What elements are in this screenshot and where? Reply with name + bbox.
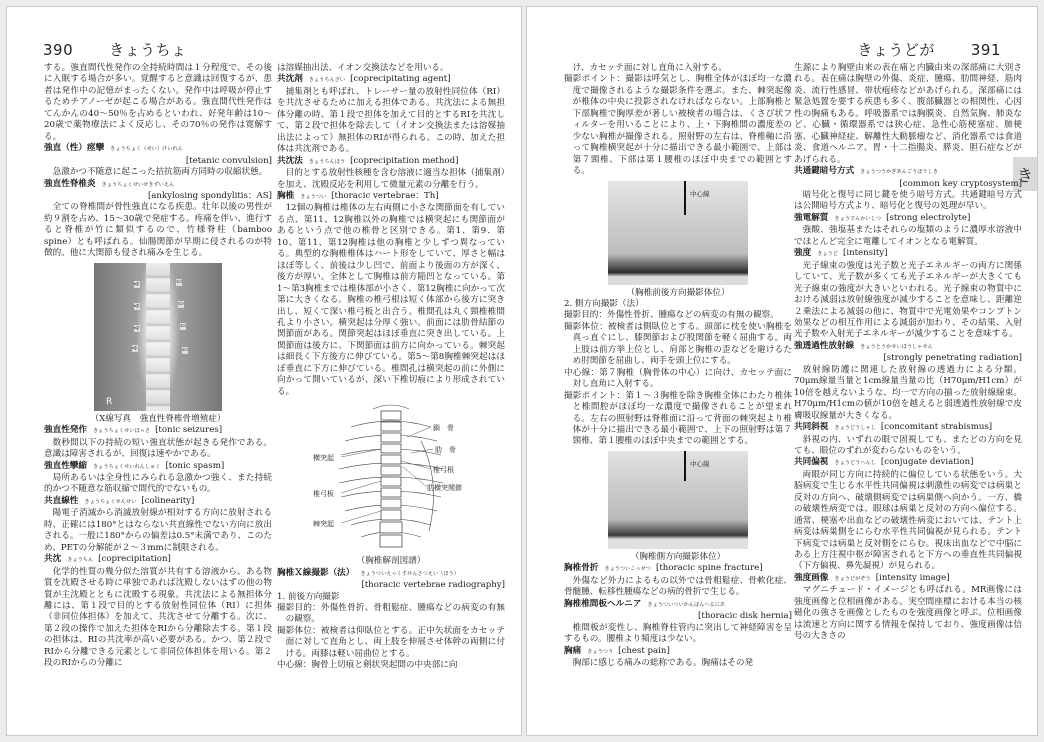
entry-english: [intensity] bbox=[842, 248, 888, 259]
entry-english: [coprecipitation method] bbox=[350, 155, 459, 166]
page-number: 390 bbox=[43, 41, 74, 59]
entry-reading: きょうど bbox=[817, 251, 838, 258]
entry-body: 強酸、強塩基またはそれらの塩類のように濃厚水溶液中でほとんど完全に電離してイオンとなる電解質。 bbox=[794, 225, 1022, 247]
right-column-2 bbox=[794, 63, 1022, 643]
section-heading: 1. 前後方向撮影 bbox=[277, 591, 340, 602]
entry-english: [thoracic vertebrae：Th] bbox=[331, 190, 439, 201]
entry-english: [common key cryptosystem] bbox=[899, 178, 1022, 189]
central-ray-label: 中心線 bbox=[690, 189, 710, 198]
running-head: きょうちょ bbox=[109, 41, 187, 59]
entry-term: 共通鍵暗号方式 bbox=[794, 166, 855, 177]
right-column-1 bbox=[564, 63, 792, 669]
entry-english: [coprecipitating agent] bbox=[350, 74, 451, 85]
spine-shadow bbox=[146, 263, 170, 411]
entry-reading: きょうどがぞう bbox=[834, 575, 871, 582]
entry-body: 急激かつ不随意に起こった拮抗筋両方同時の収縮状態。 bbox=[52, 167, 268, 178]
label-pedicle: 椎弓根 bbox=[433, 466, 454, 475]
entry-body: 椎間板が変性し、胸椎脊柱管内に突出して神経障害を呈するもの。腰椎より頻度は少ない。 bbox=[564, 622, 792, 645]
entry-reading: きょうちん bbox=[67, 557, 94, 564]
ap-position-photo bbox=[608, 181, 748, 285]
entry-item: 撮影目的：外傷性骨折、骨粗鬆症、腫瘍などの病変の有無の観察。 bbox=[277, 602, 505, 625]
entry-term: 共沈 bbox=[44, 554, 62, 565]
entry-reading: きょうつうかぎあんごうほうしき bbox=[860, 169, 938, 176]
entry-term: 強透過性放射線 bbox=[794, 340, 855, 351]
label-costotransverse-joint: 肋横突関節 bbox=[427, 484, 462, 493]
lateral-position-photo bbox=[608, 451, 748, 549]
entry-body: 胸部に感じる痛みの総称である。胸痛はその発 bbox=[572, 657, 754, 668]
entry-body: 目的とする放射性核種を含む溶液に適当な担体（捕集剤）を加え、沈殿反応を利用して微量元素の分離を行う。 bbox=[277, 168, 505, 190]
entry-english: [colinearity] bbox=[141, 495, 195, 506]
entry-body: 化学的性質の幾分似た溶質が共有する溶液から、ある物質を沈殿させる時に単独であれば沈殿しないはずの他の物質が主沈殿とともに沈殿する現象。共沈法による無担体分離には、第１段で目的とする放射性同位体（RI）に担体（非同位体担体）を加えて、共沈させて分離する。次に、第２段の操作で加えた担体をRIから分離除去する。第１段の担体は、RIの共沈率が高い必要がある。かつ、第２段でRIから分離できる元素として非同位体担体を用いる。第２段のRIからの分離に bbox=[44, 566, 272, 669]
entry-reading: きょうつう bbox=[587, 648, 614, 655]
entry-reading: きょうつい bbox=[300, 193, 327, 200]
figure-caption: （胸椎解剖図譜） bbox=[356, 556, 426, 567]
entry-body: 両眼が同じ方向に持続的に偏位している状態をいう。大脳病変で生じる水平性共同偏視は刺激性の病変では病巣と反対の方向へ、破壊側病変では病巣側へ向かう。一方、橋の破壊性病変では、眼球は病巣と反対の方向へ偏位する。通常、梗塞や出血などの破壊性病変においては、テント上病変は病巣側をにらむ水平性共同偏視が見られる。テント下病変では病巣と反対側をにらむ。視床出血などで中脳にある上方注視中枢が障害されると下方への垂直性共同偏視（下方偏視、鼻先凝視）が見られる。 bbox=[794, 469, 1022, 572]
entry-term: 胸椎椎間板ヘルニア bbox=[564, 598, 642, 609]
dictionary-entry bbox=[564, 646, 792, 670]
left-column-1 bbox=[44, 63, 272, 670]
dictionary-entry bbox=[44, 425, 272, 460]
thumb-index-tab[interactable]: き bbox=[1013, 157, 1037, 191]
dictionary-entry bbox=[44, 143, 272, 178]
section-heading: 2. 側方向撮影（法） bbox=[564, 298, 644, 309]
figure-caption: （胸椎前後方向撮影体位） bbox=[626, 287, 730, 298]
dictionary-entry bbox=[44, 179, 272, 260]
entry-body: 12個の胸椎は椎体の左右両側に小さな関節面を有している点、第11、12胸椎以外の胸椎では横突起にも関節面があるという点で他の椎骨と区別できる。第1、第9、第10、第11、第12胸椎は他の胸椎と少しずつ異なっている。典型的な胸椎椎体はハート形をしていて、厚さと幅はほぼ等しく、前後は少し凹で、前面より後面の方が深く、後方が厚い。全体として胸椎は前方陥凹となっている。第1〜第3胸椎までは椎体部が小さく、第12胸椎に向かって次第に大きくなる。胸椎の椎弓根は短く体部から後方に突き出し、短くて深い椎弓板と出合う。椎間孔は丸く頸椎椎間孔より小さい。横突起は分厚く強い。前面には肋骨結節の関節面がある。関節突起はほぼ垂直に突き出している。上関節面は後方に、下関節面は前方に向かっている。棘突起は細長く下方後方に伸びている。第5〜第8胸椎棘突起はほぼ垂直に下方に伸びている。椎間孔は横突起の前に外側に向かって開いているが、深い下椎切痕により形成されている。 bbox=[277, 203, 505, 397]
entry-term: 胸痛 bbox=[564, 645, 582, 656]
arrow-icon: ⇦ bbox=[180, 321, 186, 330]
entry-english: [thoracic vertebrae radiography] bbox=[361, 580, 505, 591]
dictionary-entry bbox=[277, 74, 505, 155]
entry-reading: きょうでんかいしつ bbox=[834, 215, 882, 222]
entry-reading: きょうちんほう bbox=[308, 158, 346, 165]
entry-term: 胸椎骨折 bbox=[564, 563, 599, 574]
entry-reading: きょうちょくせんせい bbox=[84, 498, 137, 505]
entry-term: 強度 bbox=[794, 248, 812, 259]
entry-english: [concomitant strabismus] bbox=[880, 422, 993, 433]
entry-english: [tetanic convulsion] bbox=[185, 155, 272, 166]
entry-term: 強直（性）痙攣 bbox=[44, 143, 105, 154]
dictionary-entry bbox=[44, 496, 272, 554]
entry-body: 斜視の内、いずれの眼で固視しても、またどの方向を見ても、眼位のずれが変わらないものをいう。 bbox=[794, 434, 1022, 456]
entry-body: 外傷など外力によるもの以外では骨粗鬆症、骨軟化症、骨髄腫、転移性腫瘍などの病的骨折で生じる。 bbox=[564, 575, 792, 598]
paragraph: 生源により胸壁由来の表在痛と内臓由来の深部痛に大別される。表在痛は胸壁の外傷、炎症、腫瘍、肋間神経、筋肉炎、流行性感冒、帯状疱疹などがあげられる。深部痛には緊急処置を要する疾患も多く、腹部臓器との相関性、心因性の胸痛もある。呼吸器系では胸膜炎、自然気胸、肺炎など、心臓・循環器系では狭心症、急性心筋梗塞症、肺梗塞、心臓神経症、解離性大動脈瘤など、消化器系では食道炎、食道ヘルニア、胃・十二指腸炎、膵炎、胆石症などがあげられる。 bbox=[794, 63, 1022, 165]
entry-body: 陽電子消滅から消滅放射線が相対する方向に放射される時、正確には180°とはならない共直線性でない方向に放出される。一般に180°からの偏差は0.5°未満であり、このため、PETの分解能が２〜３mmに制限される。 bbox=[44, 508, 272, 553]
entry-reading: きょうちょくせいせきずいえん bbox=[101, 181, 175, 188]
entry-item: 撮影ポイント：撮影は呼気とし、胸椎全体がほぼ均一な濃度で撮像されるような撮影条件を選ぶ。また、棘突起像が椎体の中央に投影されなければならない。上部胸椎と下部胸椎で胸厚差が著しい被検者の場合は、くさび状フィルターを用いることにより、上・下胸椎間の濃度差の少ない胸椎が撮像される。照射野の左右は、脊椎軸に沿って胸椎横突起が十分に描出できる最小範囲で、上部は第７頸椎、下部は第１腰椎のほぼ中央までの範囲とする。 bbox=[564, 74, 792, 177]
entry-english: [ankylosing spondylitis：AS] bbox=[147, 190, 272, 201]
entry-item: 撮影体位：被検者は仰臥位とする。正中矢状面をカセッテ面に対して直角とし、両上肢を伸展させ体幹の両側に付ける。両膝は軽い屈曲位とする。 bbox=[277, 625, 505, 659]
entry-body: 局所あるいは全身性にみられる急激かつ強く、また持続的かつ不随意な筋収縮で間代的でないもの。 bbox=[44, 472, 272, 495]
entry-term: 胸椎 bbox=[277, 190, 295, 201]
arrow-icon: ➪ bbox=[134, 323, 140, 332]
entry-body: 暗号化と復号に同じ鍵を使う暗号方式。共通鍵暗号方式は公開暗号方式より、暗号化と復号の処理が早い。 bbox=[794, 189, 1022, 212]
label-rib: 肋 骨 bbox=[435, 446, 456, 455]
entry-term: 共同偏視 bbox=[794, 457, 829, 468]
entry-english: [thoracic spine fracture] bbox=[655, 563, 763, 574]
entry-reading: きょうちょく（せい）けいれん bbox=[110, 146, 183, 153]
left-column-2 bbox=[277, 63, 505, 672]
entry-body: 捕集剤とも呼ばれ、トレーサー量の放射性同位体（RI）を共沈させるために加える担体である。共沈法による無担体分離の時、第１段で担体を加えて目的とするRIを共沈して、第２段で担体を除去して（イオン交換法または溶媒抽出法によって）無担体のRIが得られる。この時、加えた担体は共沈剤である。 bbox=[277, 86, 505, 155]
label-lamina: 椎弓板 bbox=[313, 490, 334, 499]
entry-reading: きょうどうしゃし bbox=[834, 425, 876, 432]
arrow-icon: ➪ bbox=[132, 343, 138, 352]
entry-body: 放射線防護に関連した放射線の透過力による分類。70μm線量当量と1cm線量当量の比（H70μm/H1cm）が10倍を越えないような、均一で方向の揃った放射線線束。H70μm/H1cmの値が10倍を越えると弱透過性放射線で皮膚吸収線量が大きくなる。 bbox=[794, 364, 1022, 421]
dictionary-entry bbox=[44, 461, 272, 496]
entry-reading: きょうとうかせいほうしゃせん bbox=[860, 343, 933, 350]
entry-term: 強電解質 bbox=[794, 212, 829, 223]
entry-term: 強直性発作 bbox=[44, 425, 87, 436]
entry-item: 撮影ポイント：第１〜３胸椎を除き胸椎全体にわたり椎体と椎間腔がほぼ均一な濃度で撮像されることが望まれる。左右の照射野は脊椎面に沿って背面の棘突起より椎体が十分に描出できる最小範囲で、上下の照射野は第７頸椎、第１腰椎のほぼ中央までの範囲とする。 bbox=[564, 390, 792, 447]
entry-english: [chest pain] bbox=[618, 645, 670, 656]
entry-term: 強直性脊椎炎 bbox=[44, 178, 96, 189]
figure-caption: （X線写真 強直性脊椎骨増殖症） bbox=[90, 413, 226, 424]
entry-english: [strong electrolyte] bbox=[886, 212, 971, 223]
entry-english: [thoracic disk hernia] bbox=[698, 611, 792, 622]
paragraph: は溶媒抽出法、イオン交換法などを用いる。 bbox=[277, 63, 449, 73]
dictionary-entry bbox=[794, 248, 1022, 341]
dictionary-entry bbox=[794, 341, 1022, 422]
arrow-down-icon bbox=[684, 451, 686, 481]
dictionary-entry bbox=[277, 191, 505, 398]
dictionary-entry bbox=[564, 599, 792, 646]
page-number: 391 bbox=[970, 41, 1001, 59]
xray-image bbox=[94, 263, 222, 411]
label-spinous-process: 棘突起 bbox=[313, 520, 334, 529]
entry-reading: きょうちんざい bbox=[308, 77, 346, 84]
entry-english: [intensity image] bbox=[875, 572, 950, 583]
entry-english: [coprecipitation] bbox=[98, 554, 171, 565]
arrow-icon: ⇦ bbox=[182, 345, 188, 354]
arrow-icon: ⇦ bbox=[176, 277, 182, 286]
dictionary-entry bbox=[44, 554, 272, 670]
arrow-icon: ➪ bbox=[134, 279, 140, 288]
entry-reading: きょうついえっくすせんさつえい（ほう） bbox=[360, 570, 459, 577]
dictionary-entry bbox=[277, 156, 505, 191]
dictionary-entry bbox=[794, 457, 1022, 573]
dictionary-entry bbox=[794, 166, 1022, 213]
entry-term: 強度画像 bbox=[794, 572, 829, 583]
left-page-header bbox=[43, 39, 187, 60]
entry-body: マグニチュード・イメージとも呼ばれる。MR画像には強度画像と位相画像がある。実空間座標における本当の核磁化の強さを画像としたものを強度画像と呼ぶ。位相画像は流速と方向に関する情報を保持しており、強度画像は信号の大きさの bbox=[794, 585, 1022, 642]
paragraph: する。強直間代性発作の全持続時間は１分程度で、その後に入眠する場合が多い。覚醒すると意識は回復するが、患者は発作中の記憶がまったくない。発作中は呼吸が停止するためチアノーゼが起こる場合がある。強直間代性発作はてんかんの40〜50％を占めるといわれ、好発年齢は10〜20歳で薬物療法によく反応し、その70％の発作は寛解する。 bbox=[44, 63, 272, 142]
left-page bbox=[6, 6, 522, 736]
entry-english: [tonic spasm] bbox=[165, 460, 225, 471]
entry-item: 中心線：胸骨上切痕と剣状突起間の中央部に向 bbox=[277, 660, 458, 671]
dictionary-entry bbox=[794, 573, 1022, 643]
entry-english: [tonic seizures] bbox=[155, 425, 223, 436]
dictionary-entry bbox=[277, 568, 505, 672]
entry-reading: きょうついついかんばんへるにあ bbox=[647, 601, 726, 608]
dictionary-entry bbox=[564, 563, 792, 598]
dictionary-entry bbox=[794, 213, 1022, 248]
entry-body: 全ての脊椎間が骨性強直になる疾患。壮年以後の男性が約９割を占め、15〜30歳で発症する。疼痛を伴い、進行すると脊椎が竹に類似するので、竹様脊柱（bamboo spine）とも呼ばれる。仙腸関節が早期に侵されるのが特徴的。他に大関節も侵され痛みを生じる。 bbox=[44, 202, 272, 259]
entry-item: け、カセッテ面に対し直角に入射する。 bbox=[572, 63, 727, 73]
entry-term: 共同斜視 bbox=[794, 422, 829, 433]
entry-english: [conjugate deviation] bbox=[880, 457, 974, 468]
figure-caption: （胸椎側方向撮影体位） bbox=[630, 551, 726, 562]
entry-term: 共沈法 bbox=[277, 155, 303, 166]
entry-item: 撮影目的：外傷性骨折、腫瘍などの病変の有無の観察。 bbox=[564, 310, 779, 321]
entry-reading: きょうついこっせつ bbox=[604, 566, 651, 573]
entry-term: 共沈剤 bbox=[277, 74, 303, 85]
arrow-icon: ⇦ bbox=[178, 299, 184, 308]
central-ray-label: 中心線 bbox=[690, 459, 710, 468]
entry-reading: きょうちょくせいれんしゅく bbox=[92, 463, 161, 470]
entry-item: 撮影体位：被検者は側臥位とする。頭部に枕を使い胸椎を真っ直ぐにし、膝関節および股関節を軽く屈曲する。両上肢は前方挙上位とし、肩部と胸椎の歪などを避けるため肘関節を屈曲し、両手を頭上位にする。 bbox=[564, 321, 792, 367]
figure-marker: R bbox=[106, 397, 113, 408]
entry-term: 強直性攣縮 bbox=[44, 460, 87, 471]
running-head: きょうどが bbox=[857, 41, 935, 59]
label-transverse-process: 横突起 bbox=[313, 454, 334, 463]
entry-reading: きょうちょくせいほっさ bbox=[92, 428, 151, 435]
entry-item: 中心線：第７胸椎（胸骨体の中心）に向け、カセッテ面に対し直角に入射する。 bbox=[564, 367, 792, 390]
thoracic-anatomy-diagram bbox=[311, 401, 471, 553]
entry-term: 共直線性 bbox=[44, 495, 79, 506]
entry-term: 胸椎Ｘ線撮影（法） bbox=[277, 567, 355, 578]
entry-body: 数秒間以下の持続の短い強直状態が起きる発作である。意識は障害されるが、回復は速やかである。 bbox=[44, 437, 272, 460]
entry-reading: きょうどうへんし bbox=[834, 460, 876, 467]
arrow-down-icon bbox=[684, 181, 686, 215]
entry-english: [strongly penetrating radiation] bbox=[883, 353, 1022, 364]
right-page bbox=[526, 6, 1038, 736]
dictionary-entry bbox=[794, 422, 1022, 457]
label-clavicle: 鎖 骨 bbox=[433, 424, 454, 433]
right-page-header bbox=[857, 39, 1001, 60]
arrow-icon: ➪ bbox=[134, 301, 140, 310]
entry-body: 光子線束の強度は光子数と光子エネルギーの両方に関係していて、光子数が多くても光子エネルギーが大きくても光子線束の強度が大きいといわれる。光子線束の物質中における減弱は放射線強度が減少することを意味し、距離逆２乗法による減弱の他に、物質中で光電効果やコンプトン効果などの相互作用による減弱が加わり、その結果、入射光子数や入射光子エネルギーが減少することを意味する。 bbox=[794, 260, 1022, 340]
